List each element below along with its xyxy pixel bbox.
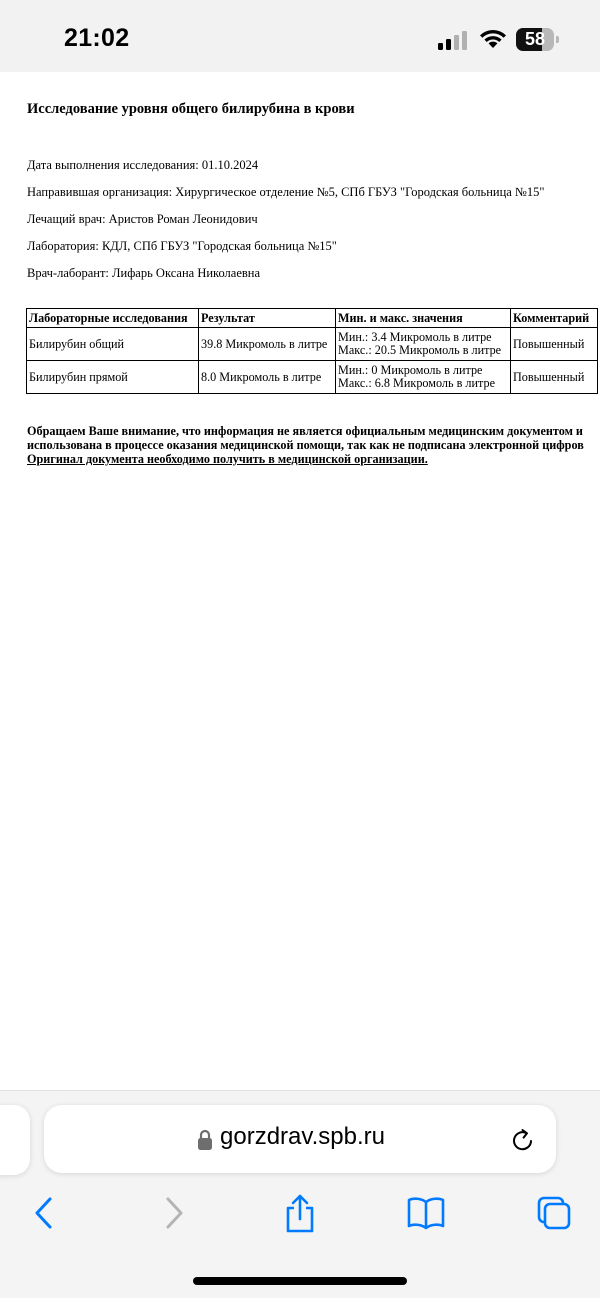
notice-line-1: Обращаем Ваше внимание, что информация не является официальным медицинским документом и [27,424,583,438]
table-header-row [27,309,598,328]
battery-cap [556,36,559,43]
share-icon [284,1193,316,1233]
bookmarks-button[interactable] [404,1191,448,1235]
wifi-icon [478,27,508,49]
share-button[interactable] [278,1191,322,1235]
previous-tab-preview[interactable] [0,1105,30,1175]
disclaimer-notice [27,424,600,466]
chevron-left-icon [34,1196,54,1230]
range-max: Макс.: 20.5 Микромоль в литре [338,343,502,357]
url-text[interactable]: gorzdrav.spb.ru [220,1123,385,1150]
range-min: Мин.: 0 Микромоль в литре [338,363,483,377]
meta-referring-organization: Направившая организация: Хирургическое отделение №5, СПб ГБУЗ "Городская больница №15" [27,185,545,199]
cell-result: 39.8 Микромоль в литре [199,328,336,361]
lock-icon [197,1129,213,1151]
address-bar[interactable] [44,1105,556,1173]
chevron-right-icon [164,1196,184,1230]
notice-line-2: использована в процессе оказания медицинской помощи, так как не подписана электронной цифров [27,438,584,452]
meta-lab-doctor: Врач-лаборант: Лифарь Оксана Николаевна [27,266,261,280]
battery-level: 58 [524,29,546,49]
header-result: Результат [199,309,336,328]
forward-button[interactable] [152,1191,196,1235]
meta-test-date: Дата выполнения исследования: 01.10.2024 [27,158,259,172]
table-row [27,328,598,361]
cell-result: 8.0 Микромоль в литре [199,361,336,394]
home-indicator[interactable] [193,1277,407,1285]
meta-laboratory: Лаборатория: КДЛ, СПб ГБУЗ "Городская больница №15" [27,239,337,253]
cell-comment: Повышенный [511,328,598,361]
back-button[interactable] [22,1191,66,1235]
header-comment: Комментарий [511,309,598,328]
notice-line-3: Оригинал документа необходимо получить в медицинской организации. [27,452,428,466]
range-min: Мин.: 3.4 Микромоль в литре [338,330,492,344]
cell-range [336,328,511,361]
table-row [27,361,598,394]
battery-icon [516,28,560,51]
header-range: Мин. и макс. значения [336,309,511,328]
tabs-button[interactable] [532,1191,576,1235]
battery-body [516,28,554,51]
range-max: Макс.: 6.8 Микромоль в литре [338,376,495,390]
status-time: 21:02 [64,24,130,52]
results-table [26,308,598,394]
tabs-icon [535,1194,573,1232]
reload-icon[interactable] [510,1127,536,1153]
book-icon [406,1196,446,1230]
document-title: Исследование уровня общего билирубина в крови [27,101,355,117]
cell-test-name: Билирубин общий [27,328,199,361]
cell-comment: Повышенный [511,361,598,394]
status-bar [0,0,600,72]
cellular-signal-icon [438,30,468,50]
browser-bottom-bar [0,1090,600,1298]
header-tests: Лабораторные исследования [27,309,199,328]
cell-test-name: Билирубин прямой [27,361,199,394]
cell-range [336,361,511,394]
meta-attending-doctor: Лечащий врач: Аристов Роман Леонидович [27,212,258,226]
